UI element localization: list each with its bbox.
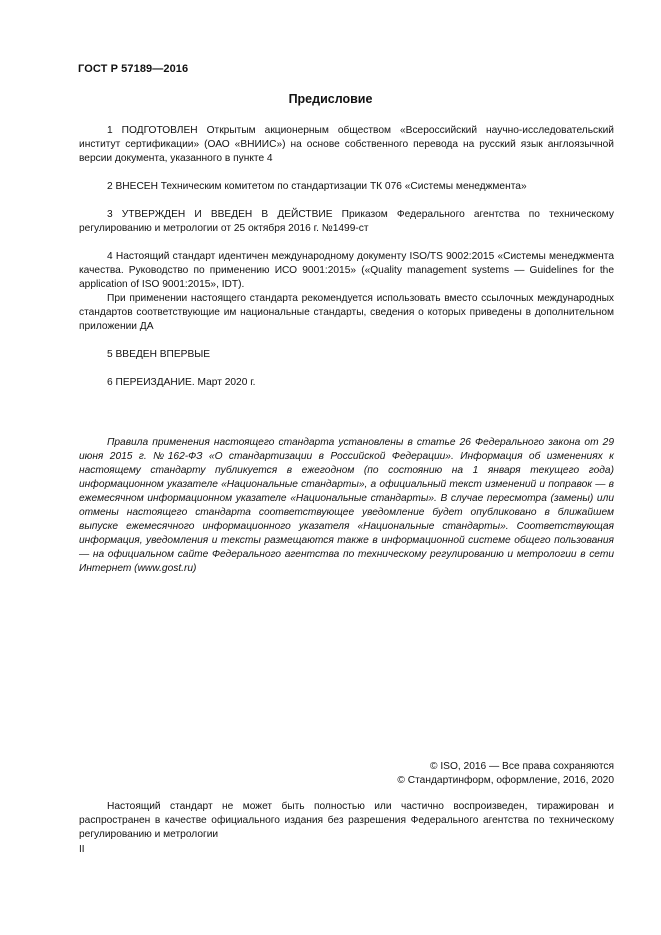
- paragraph-reissue: 6 ПЕРЕИЗДАНИЕ. Март 2020 г.: [107, 377, 256, 388]
- paragraph-introduced: 2 ВНЕСЕН Техническим комитетом по стандартизации ТК 076 «Системы менеджмента»: [107, 181, 527, 192]
- paragraph-prepared: 1 ПОДГОТОВЛЕН Открытым акционерным обществом «Всероссийский научно-исследовательский институт сертификации» (ОАО «ВНИИС») на основе собственного перевода на русский язык англоязычной версии документа, указанного в пункте 4: [79, 125, 614, 164]
- paragraph-references: При применении настоящего стандарта рекомендуется использовать вместо ссылочных международных стандартов соответствующие им национальные стандарты, сведения о которых приведены в дополнительном приложении ДА: [79, 293, 614, 332]
- paragraph-first-introduced: 5 ВВЕДЕН ВПЕРВЫЕ: [107, 349, 211, 360]
- copyright-standartinform: © Стандартинформ, оформление, 2016, 2020: [397, 775, 614, 786]
- standard-code: ГОСТ Р 57189—2016: [78, 63, 189, 75]
- copyright-block: [397, 760, 614, 788]
- paragraph-approved: 3 УТВЕРЖДЕН И ВВЕДЕН В ДЕЙСТВИЕ Приказом Федерального агентства по техническому регулированию и метрологии от 25 октября 2016 г. №1499-ст: [79, 209, 614, 234]
- page-title: Предисловие: [288, 92, 373, 106]
- copyright-iso: © ISO, 2016 — Все права сохраняются: [430, 761, 614, 772]
- rules-notice: Правила применения настоящего стандарта установлены в статье 26 Федерального закона от 29 июня 2015 г. №162-ФЗ «О стандартизации в Российской Федерации». Информация об изменениях к настоящему стандарту публикуется в ежегодном (по состоянию на 1 января текущего года) информационном указателе «Национальные стандарты», а официальный текст изменений и поправок — в ежемесячном информационном указателе «Национальные стандарты». В случае пересмотра (замены) или отмены настоящего стандарта соответствующее уведомление будет опубликовано в ближайшем выпуске ежемесячного информационного указателя «Национальные стандарты». Соответствующая информация, уведомления и тексты размещаются также в информационной системе общего пользования — на официальном сайте Федерального агентства по техническому регулированию и метрологии в сети Интернет (www.gost.ru): [79, 437, 614, 574]
- foreword-body: [79, 124, 614, 576]
- reproduction-notice: Настоящий стандарт не может быть полностью или частично воспроизведен, тиражирован и распространен в качестве официального издания без разрешения Федерального агентства по техническому регулированию и метрологии: [79, 801, 614, 840]
- page-number: II: [79, 844, 85, 855]
- paragraph-identical: 4 Настоящий стандарт идентичен международному документу ISO/TS 9002:2015 «Системы менеджмента качества. Руководство по применению ИСО 9001:2015» («Quality management systems — Guidelines for the application of ISO 9001:2015», IDT).: [79, 251, 614, 290]
